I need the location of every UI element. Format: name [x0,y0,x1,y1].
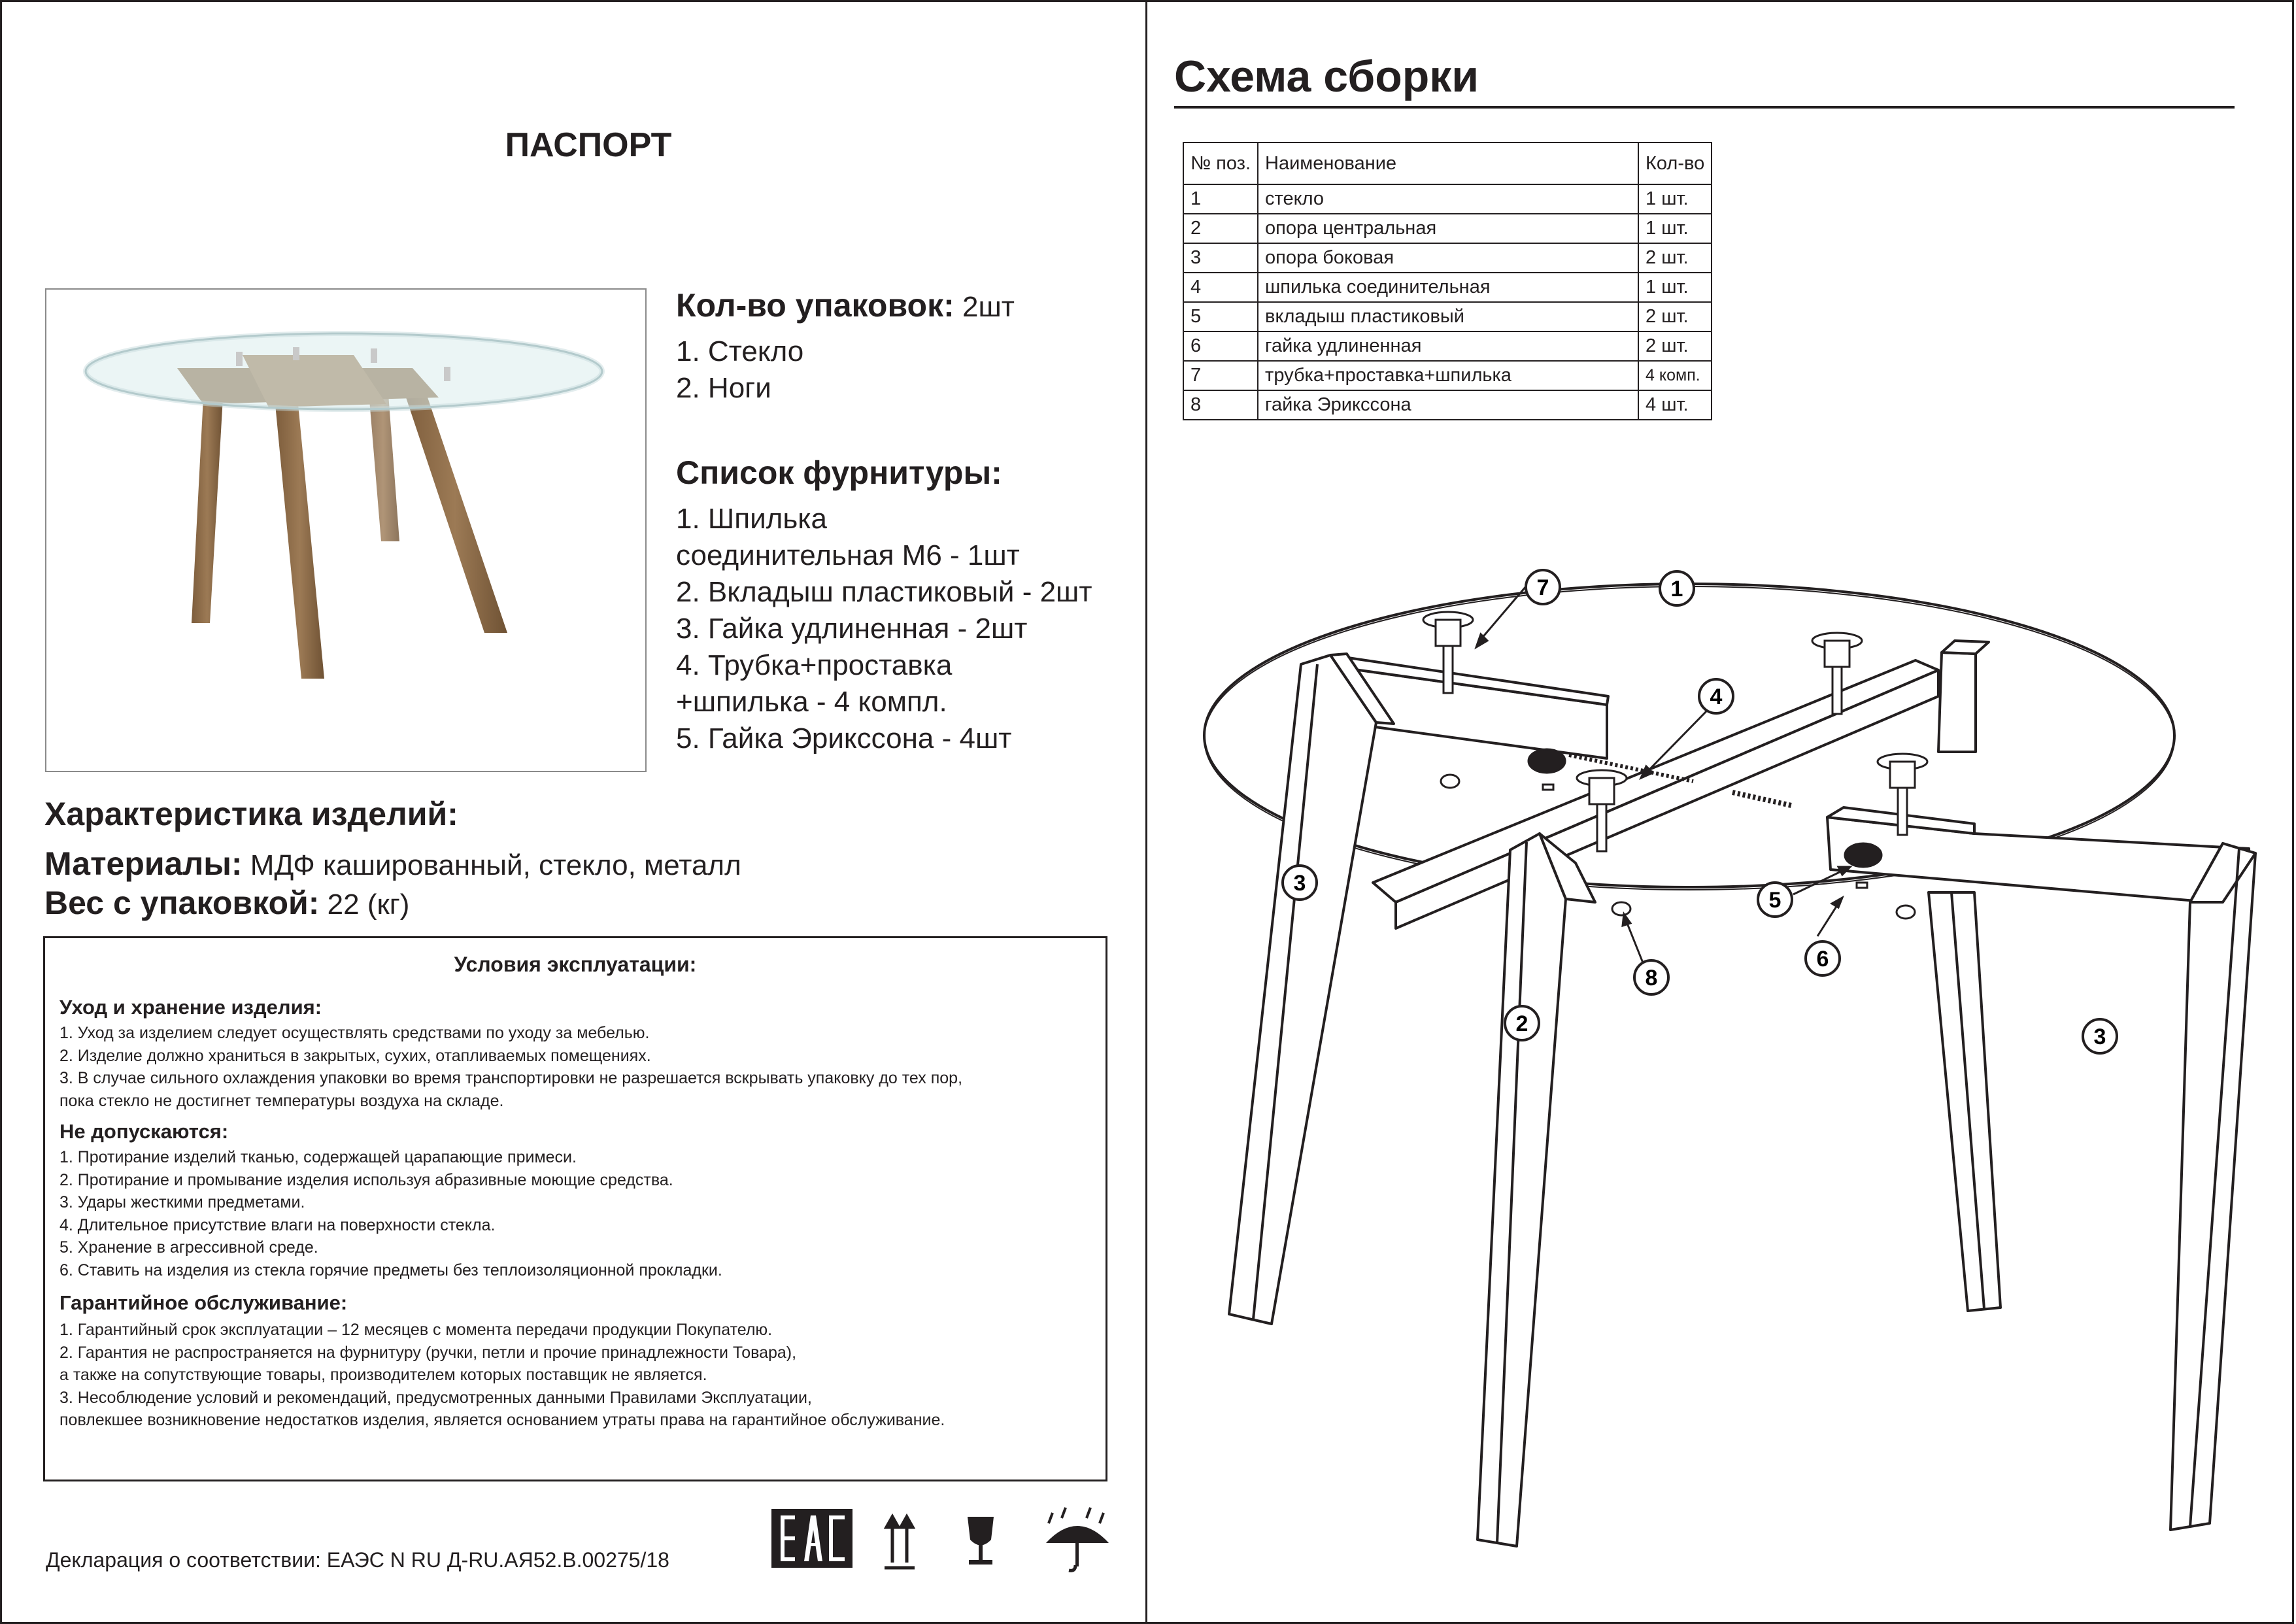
weight-label: Вес с упаковкой: [44,885,320,921]
table-row [1183,243,1712,273]
fittings-title: Список фурнитуры: [676,454,1002,491]
leg-back [1929,892,2001,1311]
row-pos: 1 [1183,184,1258,214]
forbidden-line: 2. Протирание и промывание изделия используя абразивные моющие средства. [59,1170,673,1189]
forbidden-line: 3. Удары жесткими предметами. [59,1193,305,1211]
table-row [1183,214,1712,243]
packages-block [676,286,1015,407]
header-qty: Кол-во [1638,143,1712,184]
row-qty: 1 шт. [1638,184,1712,214]
row-name: опора боковая [1258,243,1638,273]
callout-number: 5 [1768,888,1781,913]
table-row [1183,390,1712,420]
row-qty: 4 шт. [1638,390,1712,420]
callout-5 [1758,883,1792,917]
row-qty: 1 шт. [1638,214,1712,243]
leg-right [2170,843,2255,1530]
care-line: 2. Изделие должно храниться в закрытых, сухих, отапливаемых помещениях. [59,1046,651,1065]
callout-number: 8 [1645,966,1658,990]
packages-label: Кол-во упаковок: [676,287,954,324]
care-line: пока стекло не достигнет температуры воздуха на складе. [59,1091,504,1110]
fittings-item: 3. Гайка удлиненная - 2шт [676,613,1028,645]
table-row [1183,302,1712,331]
row-pos: 3 [1183,243,1258,273]
callout-number: 4 [1710,685,1723,709]
this-way-up-icon [885,1517,915,1568]
header-name: Наименование [1258,143,1638,184]
row-name: трубка+проставка+шпилька [1258,361,1638,390]
packages-item: 1. Стекло [676,335,804,367]
packages-item: 2. Ноги [676,372,771,404]
callout-number: 3 [2093,1024,2106,1049]
row-qty: 2 шт. [1638,302,1712,331]
materials-label: Материалы: [44,845,243,882]
page-divider [1145,0,1147,1624]
back-frame [1938,652,1976,752]
weight-value: 22 (кг) [319,888,410,921]
fittings-block [676,454,1092,757]
certification-icons [771,1504,1111,1576]
row-name: гайка Эрикссона [1258,390,1638,420]
fittings-item: соединительная М6 - 1шт [676,539,1020,571]
callout-6 [1806,941,1840,975]
care-title: Уход и хранение изделия: [59,996,322,1019]
callout-number: 2 [1515,1011,1528,1036]
materials-line [44,845,741,884]
fittings-item: +шпилька - 4 компл. [676,686,947,718]
row-pos: 4 [1183,273,1258,302]
materials-value: МДФ кашированный, стекло, металл [242,849,741,881]
row-qty: 2 шт. [1638,331,1712,361]
assembly-diagram [1151,536,2296,1624]
row-name: стекло [1258,184,1638,214]
care-line: 1. Уход за изделием следует осуществлять средствами по уходу за мебелью. [59,1024,650,1042]
table-row [1183,361,1712,390]
row-name: гайка удлиненная [1258,331,1638,361]
parts-table-header [1183,143,1712,184]
row-pos: 7 [1183,361,1258,390]
warranty-line: 1. Гарантийный срок эксплуатации – 12 месяцев с момента передачи продукции Покупателю. [59,1321,773,1339]
callout-1 [1660,571,1694,605]
conditions-title: Условия эксплуатации: [454,953,697,976]
keep-dry-icon [1046,1508,1109,1570]
conditions-box [43,936,1107,1481]
care-line: 3. В случае сильного охлаждения упаковки во время транспортировки не разрешается вскрывать упаковку до тех пор, [59,1069,963,1087]
warranty-list [59,1319,945,1432]
callout-2 [1505,1006,1539,1040]
row-pos: 8 [1183,390,1258,420]
warranty-line: 3. Несоблюдение условий и рекомендаций, предусмотренных данными Правилами Эксплуатации, [59,1388,812,1407]
fittings-item: 4. Трубка+проставка [676,649,953,681]
fittings-item: 1. Шпилька [676,503,827,535]
warranty-line: повлекшее возникновение недостатков изделия, является основанием утраты права на гарантийное обслуживание. [59,1411,945,1429]
table-row [1183,184,1712,214]
callout-3-right [2083,1019,2117,1053]
callout-7 [1526,570,1560,604]
forbidden-line: 5. Хранение в агрессивной среде. [59,1238,318,1257]
fittings-item: 5. Гайка Эрикссона - 4шт [676,722,1012,754]
forbidden-line: 4. Длительное присутствие влаги на поверхности стекла. [59,1215,496,1234]
forbidden-title: Не допускаются: [59,1120,229,1143]
row-pos: 6 [1183,331,1258,361]
header-pos: № поз. [1183,143,1258,184]
table-photo-illustration [46,290,645,771]
scheme-title: Схема сборки [1174,52,1479,101]
callout-number: 3 [1293,871,1306,896]
forbidden-line: 6. Ставить на изделия из стекла горячие предметы без теплоизоляционной прокладки. [59,1260,722,1279]
forbidden-line: 1. Протирание изделий тканью, содержащей царапающие примеси. [59,1148,577,1166]
scheme-title-rule [1174,106,2235,109]
row-pos: 2 [1183,214,1258,243]
fragile-glass-icon [968,1517,994,1565]
table-row [1183,331,1712,361]
callout-number: 1 [1670,577,1683,601]
warranty-title: Гарантийное обслуживание: [59,1291,348,1314]
parts-table [1183,142,1712,420]
row-qty: 4 комп. [1638,361,1712,390]
declaration-text: Декларация о соответствии: ЕАЭС N RU Д-RU.АЯ52.В.00275/18 [46,1548,669,1572]
row-pos: 5 [1183,302,1258,331]
row-qty: 2 шт. [1638,243,1712,273]
care-list [59,1022,962,1112]
callout-number: 6 [1816,947,1829,972]
callout-3-left [1283,866,1317,900]
eac-mark-icon [771,1509,853,1568]
weight-line [44,884,409,923]
row-name: шпилька соединительная [1258,273,1638,302]
row-qty: 1 шт. [1638,273,1712,302]
callout-number: 7 [1536,575,1549,600]
passport-title: ПАСПОРТ [505,126,672,164]
callout-8 [1634,960,1668,994]
row-name: опора центральная [1258,214,1638,243]
warranty-line: 2. Гарантия не распространяется на фурнитуру (ручки, петли и прочие принадлежности Товара), [59,1343,797,1362]
fittings-item: 2. Вкладыш пластиковый - 2шт [676,576,1092,608]
forbidden-list [59,1146,722,1281]
characteristics-title: Характеристика изделий: [44,796,458,832]
packages-value: 2шт [954,291,1015,323]
product-photo [45,288,647,772]
callout-4 [1699,679,1733,713]
warranty-line: а также на сопутствующие товары, производителем которых поставщик не является. [59,1366,707,1384]
table-row [1183,273,1712,302]
row-name: вкладыш пластиковый [1258,302,1638,331]
